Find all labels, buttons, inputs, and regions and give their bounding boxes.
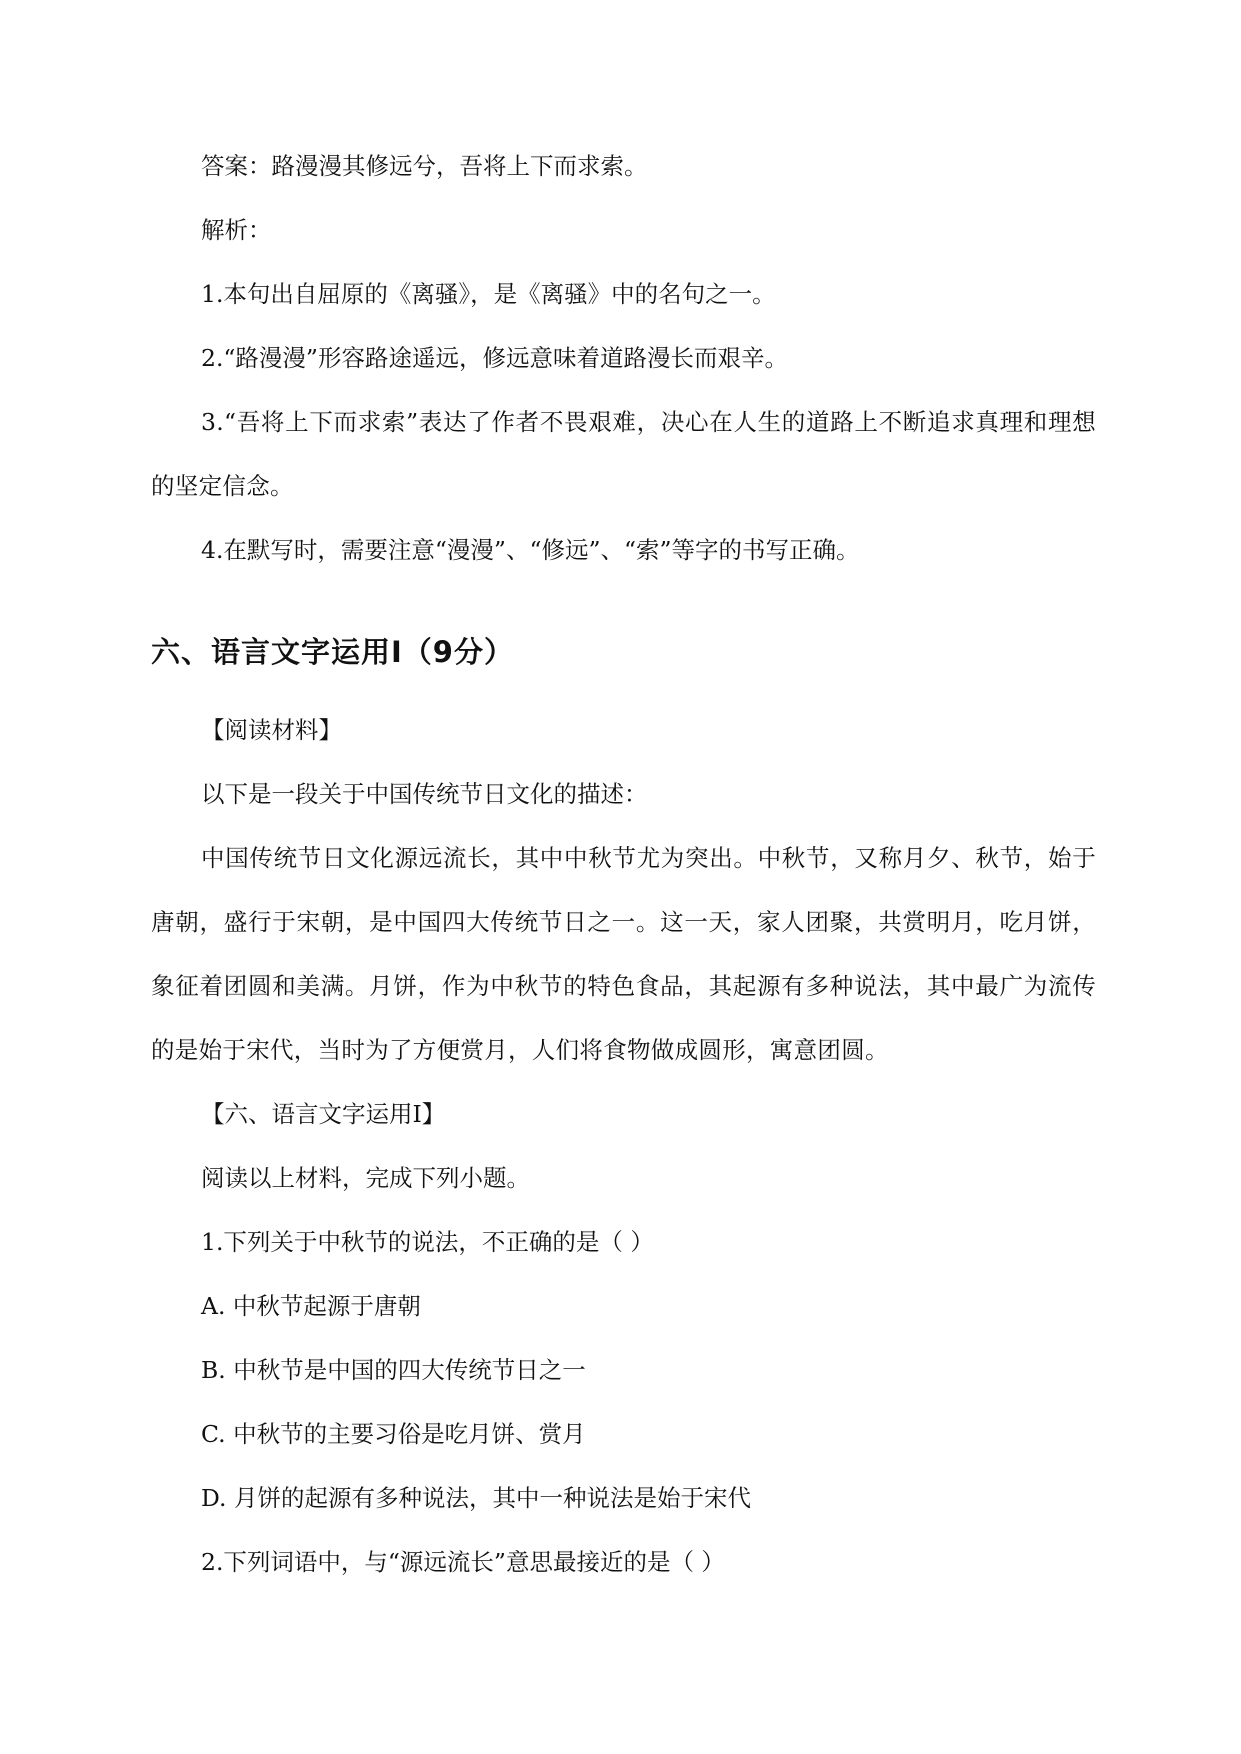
material-intro: 以下是一段关于中国传统节日文化的描述： [201,780,648,808]
instruction: 阅读以上材料，完成下列小题。 [201,1164,530,1192]
analysis-point-2: 2.“路漫漫”形容路途遥远，修远意味着道路漫长而艰辛。 [201,344,788,372]
material-label: 【阅读材料】 [201,716,342,744]
material-text: 中国传统节日文化源远流长，其中中秋节尤为突出。中秋节，又称月夕、秋节，始于唐朝，盛行于宋朝，是中国四大传统节日之一。这一天，家人团聚，共赏明月，吃月饼，象征着团圆和美满。月饼，作为中秋节的特色食品，其起源有多种说法，其中最广为流传的是始于宋代，当时为了方便赏月，人们将食物做成圆形，寓意团圆。 [151,844,1096,1064]
analysis-label: 解析： [201,216,272,244]
question-1-option-d: D. 月饼的起源有多种说法，其中一种说法是始于宋代 [201,1484,751,1512]
section-heading: 六、语言文字运用Ⅰ（9分） [151,635,514,669]
analysis-point-1: 1.本句出自屈原的《离骚》，是《离骚》中的名句之一。 [201,280,776,308]
question-1-option-b: B. 中秋节是中国的四大传统节日之一 [201,1356,586,1384]
subsection-label: 【六、语言文字运用Ⅰ】 [201,1100,446,1128]
analysis-point-3: 3.“吾将上下而求索”表达了作者不畏艰难，决心在人生的道路上不断追求真理和理想的坚定信念。 [151,408,1096,500]
question-1-option-a: A. 中秋节起源于唐朝 [201,1292,421,1320]
question-1-option-c: C. 中秋节的主要习俗是吃月饼、赏月 [201,1420,586,1448]
analysis-point-4: 4.在默写时，需要注意“漫漫”、“修远”、“索”等字的书写正确。 [201,536,860,564]
answer-line: 答案：路漫漫其修远兮，吾将上下而求索。 [201,152,648,180]
question-2-stem: 2.下列词语中，与“源远流长”意思最接近的是（ ） [201,1548,725,1576]
question-1-stem: 1.下列关于中秋节的说法，不正确的是（ ） [201,1228,654,1256]
